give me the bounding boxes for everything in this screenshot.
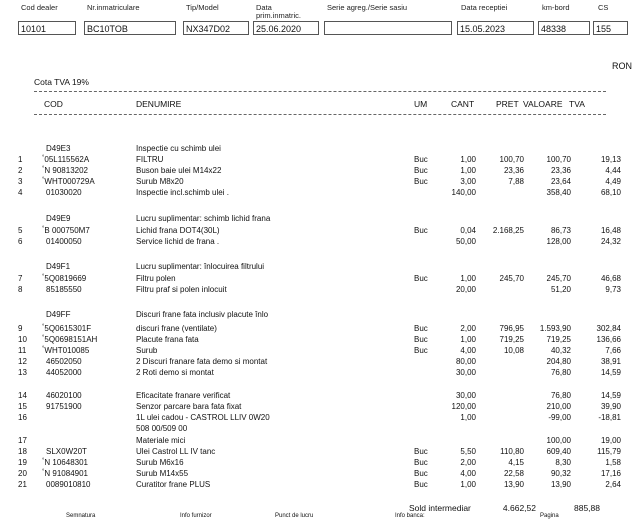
label-dealer: Cod dealer [21, 3, 58, 12]
item-tva: 19,13 [600, 155, 621, 164]
item-tva: 1,58 [605, 458, 621, 467]
item-valoare: 23,64 [550, 177, 571, 186]
item-cant: 20,00 [455, 285, 476, 294]
footer-pagina: Pagina [540, 513, 559, 519]
item-cant: 1,00 [460, 335, 476, 344]
item-name: Curatitor frane PLUS [136, 480, 211, 489]
row-number: 2 [18, 166, 23, 175]
item-code [42, 166, 88, 177]
item-valoare: -99,00 [548, 413, 571, 422]
rule-header [34, 114, 606, 115]
item-pret: 22,58 [503, 469, 524, 478]
item-code [42, 274, 86, 285]
row-number: 17 [18, 436, 27, 445]
item-um: Buc [414, 226, 428, 235]
item-name: Surub M14x55 [136, 469, 189, 478]
item-pret: 10,08 [503, 346, 524, 355]
field-series [324, 21, 452, 35]
item-name: Lichid frana DOT4(30L) [136, 226, 220, 235]
item-name: Materiale mici [136, 436, 186, 445]
marker-icon: ° [42, 346, 45, 352]
item-cant: 1,00 [460, 166, 476, 175]
item-tva: 68,10 [600, 188, 621, 197]
item-pret: 2.168,25 [492, 226, 524, 235]
item-cant: 140,00 [451, 188, 476, 197]
item-name: Service lichid de frana . [136, 237, 220, 246]
item-code [42, 346, 89, 357]
item-code: 85185550 [46, 285, 82, 294]
item-code-text: 5Q0819669 [44, 274, 87, 283]
item-tva: 16,48 [600, 226, 621, 235]
item-cant: 2,00 [460, 458, 476, 467]
item-cant: 1,00 [460, 274, 476, 283]
item-name: Senzor parcare bara fata fixat [136, 402, 242, 411]
item-code: 46502050 [46, 357, 82, 366]
item-valoare: 76,80 [550, 368, 571, 377]
field-model: NX347D02 [183, 21, 249, 35]
item-valoare: 204,80 [546, 357, 571, 366]
label-plate: Nr.inmatriculare [87, 3, 140, 12]
item-tva: 9,73 [605, 285, 621, 294]
label-reception: Data receptiei [461, 3, 508, 12]
label-series: Serie agreg./Serie sasiu [327, 3, 408, 12]
item-code: 46020100 [46, 391, 82, 400]
field-plate: BC10TOB [84, 21, 176, 35]
item-cant: 30,00 [455, 368, 476, 377]
item-name: Filtru polen [136, 274, 176, 283]
item-code: 0089010810 [46, 480, 91, 489]
footer-punct-lucru: Punct de lucru [275, 513, 314, 519]
item-valoare: 100,70 [546, 155, 571, 164]
item-name: Placute frana fata [136, 335, 199, 344]
item-valoare: 1.593,90 [539, 324, 571, 333]
row-number: 6 [18, 237, 23, 246]
item-cant: 50,00 [455, 237, 476, 246]
footer-info-banca: Info banca: [395, 513, 425, 519]
item-cant: 4,00 [460, 469, 476, 478]
item-pret: 110,80 [500, 447, 524, 456]
group-title: Inspectie cu schimb ulei [136, 144, 221, 153]
item-valoare: 210,00 [546, 402, 571, 411]
item-valoare: 609,40 [546, 447, 571, 456]
item-cant: 1,00 [460, 413, 476, 422]
item-code [42, 155, 89, 166]
item-code [42, 226, 90, 237]
item-cant: 4,00 [460, 346, 476, 355]
row-number: 9 [18, 324, 23, 333]
field-cs: 155 [593, 21, 628, 35]
item-um: Buc [414, 177, 428, 186]
item-cant: 1,00 [460, 155, 476, 164]
item-tva: 39,90 [600, 402, 621, 411]
row-number: 4 [18, 188, 23, 197]
row-number: 8 [18, 285, 23, 294]
label-km: km-bord [542, 3, 570, 12]
row-number: 10 [18, 335, 27, 344]
footer-semnatura: Semnatura [66, 513, 96, 519]
footer-info-furnizor: Info furnizor [180, 513, 212, 519]
item-code: 44052000 [46, 368, 82, 377]
row-number: 14 [18, 391, 27, 400]
item-name: Surub M8x20 [136, 177, 184, 186]
item-pret: 100,70 [499, 155, 524, 164]
item-name: Inspectie incl.schimb ulei . [136, 188, 229, 197]
item-valoare: 719,25 [546, 335, 571, 344]
item-um: Buc [414, 346, 428, 355]
item-name: Surub M6x16 [136, 458, 184, 467]
item-pret: 7,88 [508, 177, 524, 186]
group-code: D49E9 [46, 214, 71, 223]
item-um: Buc [414, 480, 428, 489]
field-reception: 15.05.2023 [457, 21, 534, 35]
item-tva: 302,84 [596, 324, 621, 333]
item-tva: 136,66 [596, 335, 621, 344]
item-valoare: 90,32 [550, 469, 571, 478]
item-tva: 38,91 [600, 357, 621, 366]
item-um: Buc [414, 469, 428, 478]
item-tva: 46,68 [600, 274, 621, 283]
item-code-text: WHT010085 [44, 346, 90, 355]
item-code-text: N 10648301 [44, 458, 88, 467]
row-number: 3 [18, 177, 23, 186]
col-valoare: VALOARE [523, 99, 563, 109]
item-valoare: 86,73 [550, 226, 571, 235]
item-code: 01400050 [46, 237, 82, 246]
item-name: 2 Discuri franare fata demo si montat [136, 357, 268, 366]
item-um: Buc [414, 155, 428, 164]
item-tva: 17,16 [600, 469, 621, 478]
item-pret: 13,90 [503, 480, 524, 489]
subtotal-label: Sold intermediar [409, 503, 471, 513]
item-code-text: 5Q0615301F [44, 324, 92, 333]
item-valoare: 8,30 [555, 458, 571, 467]
item-code-text: 05L115562A [44, 155, 90, 164]
item-code [42, 458, 88, 469]
item-valoare: 23,36 [550, 166, 571, 175]
item-valoare: 100,00 [546, 436, 571, 445]
field-reg-date: 25.06.2020 [253, 21, 319, 35]
item-cant: 80,00 [455, 357, 476, 366]
item-valoare: 40,32 [550, 346, 571, 355]
col-cod: COD [44, 99, 63, 109]
item-um: Buc [414, 274, 428, 283]
item-code [42, 177, 95, 188]
label-cs: CS [598, 3, 609, 12]
item-name: Surub [136, 346, 158, 355]
row-number: 19 [18, 458, 27, 467]
item-code-text: B 000750M7 [44, 226, 90, 235]
item-pret: 4,15 [508, 458, 524, 467]
marker-icon: ° [42, 335, 45, 341]
item-code [42, 469, 88, 480]
col-um: UM [414, 99, 428, 109]
item-name: 2 Roti demo si montat [136, 368, 214, 377]
item-code-text: N 91084901 [44, 469, 88, 478]
item-tva: 14,59 [600, 368, 621, 377]
group-code: D49F1 [46, 262, 71, 271]
item-code [42, 335, 97, 346]
item-tva: 115,79 [597, 447, 621, 456]
label-reg-date: Data [256, 3, 272, 12]
currency: RON [612, 61, 632, 71]
label-reg-date-2: prim.inmatric. [256, 11, 302, 20]
item-name: Filtru praf si polen inlocuit [136, 285, 227, 294]
item-um: Buc [414, 324, 428, 333]
item-code-text: 5Q0698151AH [44, 335, 98, 344]
item-valoare: 76,80 [550, 391, 571, 400]
col-denumire: DENUMIRE [136, 99, 182, 109]
item-um: Buc [414, 335, 428, 344]
row-number: 21 [18, 480, 27, 489]
item-valoare: 358,40 [546, 188, 571, 197]
col-cant: CANT [451, 99, 475, 109]
item-name: 508 00/509 00 [136, 424, 188, 433]
item-code-text: N 90813202 [44, 166, 88, 175]
item-cant: 30,00 [455, 391, 476, 400]
item-cant: 1,00 [460, 480, 476, 489]
field-km: 48338 [538, 21, 590, 35]
vat-rate: Cota TVA 19% [34, 77, 89, 87]
row-number: 16 [18, 413, 27, 422]
item-code-text: WHT000729A [44, 177, 95, 186]
row-number: 5 [18, 226, 23, 235]
group-title: Lucru suplimentar: schimb lichid frana [136, 214, 271, 223]
row-number: 18 [18, 447, 27, 456]
marker-icon: ° [42, 226, 45, 232]
group-title: Discuri frane fata inclusiv placute înlo [136, 310, 269, 319]
item-name: 1L ulei cadou - CASTROL LLIV 0W20 [136, 413, 270, 422]
label-model: Tip/Model [186, 3, 219, 12]
item-name: FILTRU [136, 155, 164, 164]
row-number: 11 [18, 346, 27, 355]
item-name: Eficacitate franare verificat [136, 391, 231, 400]
field-dealer: 10101 [18, 21, 76, 35]
subtotal-valoare: 4.662,52 [502, 503, 536, 513]
group-title: Lucru suplimentar: înlocuirea filtrului [136, 262, 265, 271]
item-cant: 5,50 [460, 447, 476, 456]
rule-top [34, 91, 606, 92]
col-tva: TVA [569, 99, 585, 109]
row-number: 13 [18, 368, 27, 377]
item-name: Ulei Castrol LL IV tanc [136, 447, 216, 456]
subtotal-tva: 885,88 [574, 503, 600, 513]
item-name: Buson baie ulei M14x22 [136, 166, 222, 175]
item-tva: 2,64 [605, 480, 621, 489]
marker-icon: ° [42, 274, 45, 280]
col-pret: PRET [496, 99, 519, 109]
group-code: D49E3 [46, 144, 71, 153]
row-number: 12 [18, 357, 27, 366]
item-valoare: 128,00 [546, 237, 571, 246]
item-code: 91751900 [46, 402, 82, 411]
row-number: 15 [18, 402, 27, 411]
item-name: discuri frane (ventilate) [136, 324, 217, 333]
item-pret: 796,95 [499, 324, 524, 333]
item-valoare: 245,70 [546, 274, 571, 283]
item-pret: 23,36 [503, 166, 524, 175]
item-um: Buc [414, 458, 428, 467]
row-number: 1 [18, 155, 23, 164]
item-cant: 0,04 [460, 226, 476, 235]
item-cant: 120,00 [451, 402, 476, 411]
item-tva: 14,59 [600, 391, 621, 400]
item-tva: 7,66 [605, 346, 621, 355]
marker-icon: ° [42, 166, 45, 172]
item-um: Buc [414, 447, 428, 456]
item-code [42, 324, 91, 335]
marker-icon: ° [42, 177, 45, 183]
marker-icon: ° [42, 458, 45, 464]
item-pret: 245,70 [499, 274, 524, 283]
item-cant: 3,00 [460, 177, 476, 186]
item-code: SLX0W20T [46, 447, 87, 456]
row-number: 20 [18, 469, 27, 478]
item-um: Buc [414, 166, 428, 175]
item-code: 01030020 [46, 188, 82, 197]
group-code: D49FF [46, 310, 71, 319]
item-tva: 19,00 [600, 436, 621, 445]
marker-icon: ° [42, 155, 45, 161]
item-valoare: 13,90 [550, 480, 571, 489]
marker-icon: ° [42, 324, 45, 330]
item-valoare: 51,20 [550, 285, 571, 294]
marker-icon: ° [42, 469, 45, 475]
row-number: 7 [18, 274, 23, 283]
item-tva: 24,32 [600, 237, 621, 246]
item-tva: -18,81 [598, 413, 621, 422]
item-tva: 4,49 [605, 177, 621, 186]
item-cant: 2,00 [460, 324, 476, 333]
item-tva: 4,44 [605, 166, 621, 175]
item-pret: 719,25 [499, 335, 524, 344]
